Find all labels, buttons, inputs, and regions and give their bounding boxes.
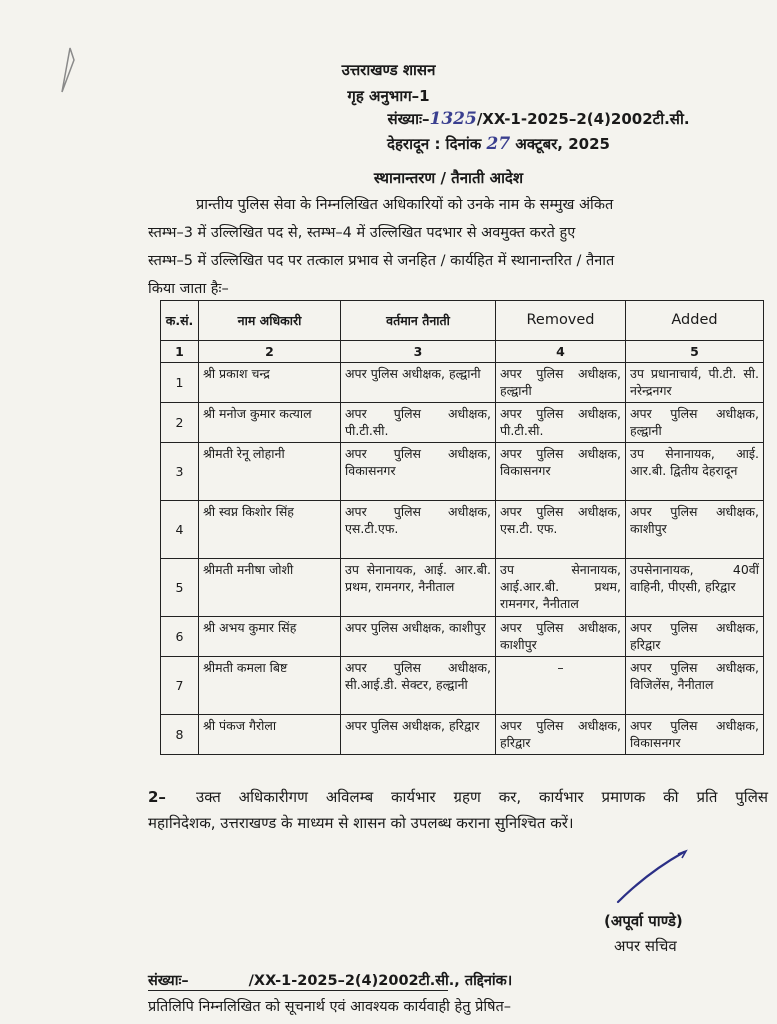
- intro-paragraph: [148, 191, 760, 303]
- table-column-number-row: [161, 341, 764, 363]
- header-added: Added: [626, 301, 764, 341]
- paragraph-2-line-1-text: उक्त अधिकारीगण अविलम्ब कार्यभार ग्रहण कर, कार्यभार प्रमाणक की प्रति पुलिस: [196, 788, 768, 806]
- column-number: 4: [496, 341, 626, 363]
- intro-line-2: स्तम्भ–3 में उल्लिखित पद से, स्तम्भ–4 में उल्लिखित पदभार से अवमुक्त करते हुए: [148, 225, 576, 241]
- cell-removed: अपर पुलिस अधीक्षक, एस.टी. एफ.: [496, 501, 626, 559]
- cell-serial: 5: [161, 559, 199, 617]
- signatory-designation: अपर सचिव: [614, 937, 677, 955]
- cell-added: उपसेनानायक, 40वीं वाहिनी, पीएसी, हरिद्वार: [626, 559, 764, 617]
- order-date: [110, 134, 777, 154]
- column-number: 5: [626, 341, 764, 363]
- order-date-handwritten: 27: [486, 134, 511, 154]
- header-removed: Removed: [496, 301, 626, 341]
- cell-removed: अपर पुलिस अधीक्षक, काशीपुर: [496, 617, 626, 657]
- paragraph-2-line-1: [148, 784, 768, 810]
- department-name: गृह अनुभाग–1: [347, 87, 430, 105]
- cell-name: श्री पंकज गैरोला: [199, 715, 341, 755]
- table-row: [161, 403, 764, 443]
- header-name: नाम अधिकारी: [199, 301, 341, 341]
- cell-removed: अपर पुलिस अधीक्षक, हल्द्वानी: [496, 363, 626, 403]
- order-date-prefix: देहरादून : दिनांक: [387, 135, 482, 153]
- cell-name: श्री प्रकाश चन्द्र: [199, 363, 341, 403]
- transfer-table: [160, 300, 764, 755]
- table-header-row: [161, 301, 764, 341]
- cell-current: अपर पुलिस अधीक्षक, काशीपुर: [341, 617, 496, 657]
- signature-scribble: [612, 848, 692, 908]
- order-number-prefix: संख्याः–: [387, 110, 430, 128]
- cell-name: श्रीमती रेनू लोहानी: [199, 443, 341, 501]
- cell-serial: 8: [161, 715, 199, 755]
- cell-removed: उप सेनानायक, आई.आर.बी. प्रथम, रामनगर, नैनीताल: [496, 559, 626, 617]
- cell-added: उप प्रधानाचार्य, पी.टी. सी. नरेन्द्रनगर: [626, 363, 764, 403]
- cell-name: श्री मनोज कुमार कत्याल: [199, 403, 341, 443]
- copy-order-number: [148, 970, 512, 990]
- table-row: [161, 715, 764, 755]
- order-number: [150, 109, 777, 129]
- cell-added: अपर पुलिस अधीक्षक, हरिद्वार: [626, 617, 764, 657]
- intro-line-1: प्रान्तीय पुलिस सेवा के निम्नलिखित अधिकारियों को उनके नाम के सम्मुख अंकित: [196, 197, 614, 213]
- order-date-suffix: अक्टूबर, 2025: [515, 135, 610, 153]
- cell-removed: अपर पुलिस अधीक्षक, पी.टी.सी.: [496, 403, 626, 443]
- paragraph-2-line-2: महानिदेशक, उत्तराखण्ड के माध्यम से शासन को उपलब्ध कराना सुनिश्चित करें।: [148, 814, 574, 832]
- copy-forward-line: प्रतिलिपि निम्नलिखित को सूचनार्थ एवं आवश्यक कार्यवाही हेतु प्रेषित–: [148, 999, 512, 1015]
- cell-added: अपर पुलिस अधीक्षक, विजिलेंस, नैनीताल: [626, 657, 764, 715]
- table-row: [161, 501, 764, 559]
- cell-removed: अपर पुलिस अधीक्षक, हरिद्वार: [496, 715, 626, 755]
- cell-serial: 6: [161, 617, 199, 657]
- cell-name: श्रीमती कमला बिष्ट: [199, 657, 341, 715]
- cell-serial: 4: [161, 501, 199, 559]
- cell-serial: 2: [161, 403, 199, 443]
- table-row: [161, 617, 764, 657]
- cell-serial: 3: [161, 443, 199, 501]
- header-serial: क.सं.: [161, 301, 199, 341]
- cell-current: अपर पुलिस अधीक्षक, हल्द्वानी: [341, 363, 496, 403]
- cell-added: अपर पुलिस अधीक्षक, काशीपुर: [626, 501, 764, 559]
- cell-current: अपर पुलिस अधीक्षक, हरिद्वार: [341, 715, 496, 755]
- table-row: [161, 657, 764, 715]
- cell-added: अपर पुलिस अधीक्षक, हल्द्वानी: [626, 403, 764, 443]
- column-number: 1: [161, 341, 199, 363]
- cell-name: श्री स्वप्न किशोर सिंह: [199, 501, 341, 559]
- cell-removed: अपर पुलिस अधीक्षक, विकासनगर: [496, 443, 626, 501]
- cell-serial: 7: [161, 657, 199, 715]
- subject: स्थानान्तरण / तैनाती आदेश: [373, 169, 524, 187]
- intro-line-4: किया जाता हैः–: [148, 281, 229, 297]
- table-row: [161, 443, 764, 501]
- column-number: 3: [341, 341, 496, 363]
- intro-line-3: स्तम्भ–5 में उल्लिखित पद पर तत्काल प्रभाव से जनहित / कार्यहित में स्थानान्तरित / तैनात: [148, 253, 615, 269]
- cell-name: श्रीमती मनीषा जोशी: [199, 559, 341, 617]
- cell-serial: 1: [161, 363, 199, 403]
- table-row: [161, 559, 764, 617]
- copy-number-suffix: /XX-1-2025–2(4)2002टी.सी., तद्दिनांक।: [248, 973, 513, 989]
- cell-current: अपर पुलिस अधीक्षक, सी.आई.डी. सेक्टर, हल्द्वानी: [341, 657, 496, 715]
- cell-current: उप सेनानायक, आई. आर.बी. प्रथम, रामनगर, नैनीताल: [341, 559, 496, 617]
- footer-underline: [148, 990, 448, 991]
- order-number-suffix: /XX-1-2025–2(4)2002टी.सी.: [476, 110, 690, 128]
- column-number: 2: [199, 341, 341, 363]
- copy-number-prefix: संख्याः–: [148, 973, 189, 989]
- table-row: [161, 363, 764, 403]
- header-current: वर्तमान तैनाती: [341, 301, 496, 341]
- cell-current: अपर पुलिस अधीक्षक, विकासनगर: [341, 443, 496, 501]
- cell-name: श्री अभय कुमार सिंह: [199, 617, 341, 657]
- cell-added: उप सेनानायक, आई. आर.बी. द्वितीय देहरादून: [626, 443, 764, 501]
- cell-removed: –: [496, 657, 626, 715]
- paragraph-2: [148, 784, 768, 836]
- government-name: उत्तराखण्ड शासन: [341, 61, 436, 79]
- paragraph-2-number: 2–: [148, 788, 166, 806]
- cell-current: अपर पुलिस अधीक्षक, पी.टी.सी.: [341, 403, 496, 443]
- order-number-handwritten: 1325: [429, 109, 477, 129]
- signatory-name: (अपूर्वा पाण्डे): [604, 912, 683, 930]
- cell-current: अपर पुलिस अधीक्षक, एस.टी.एफ.: [341, 501, 496, 559]
- cell-added: अपर पुलिस अधीक्षक, विकासनगर: [626, 715, 764, 755]
